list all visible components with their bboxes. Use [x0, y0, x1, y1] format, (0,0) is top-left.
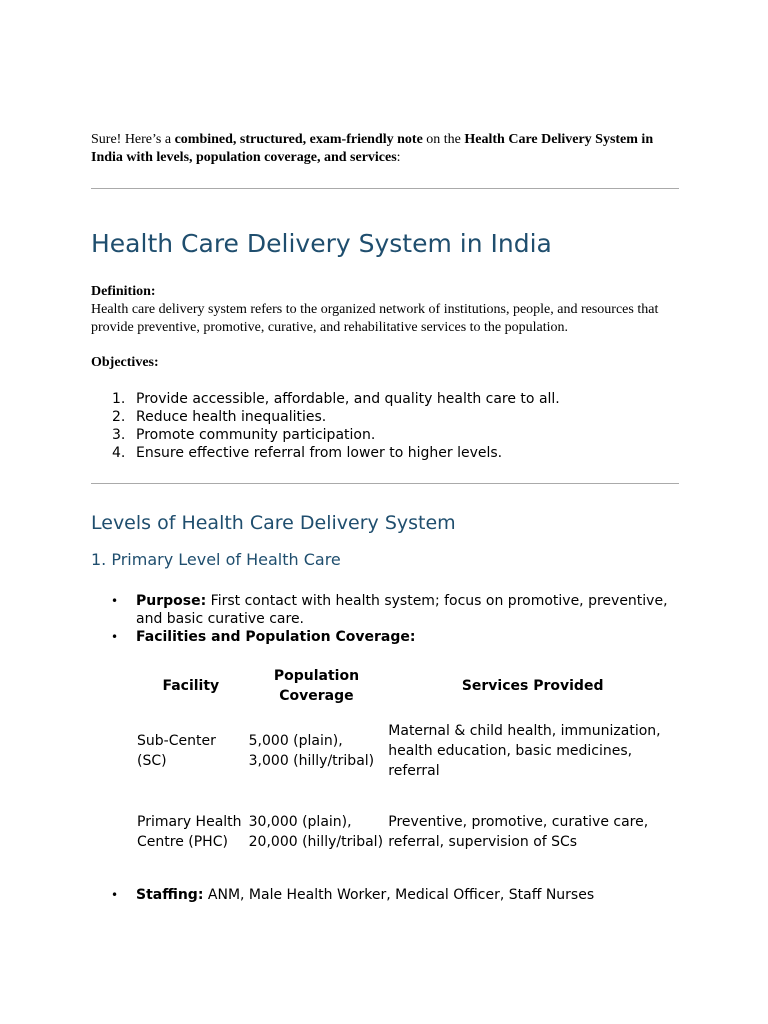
column-header: Services Provided [461, 678, 604, 694]
staffing-bullets [91, 886, 679, 904]
table-cell: 30,000 (plain), 20,000 (hilly/tribal) [248, 814, 384, 850]
list-item: 4. Ensure effective referral from lower to higher levels. [112, 445, 503, 461]
table-cell: Maternal & child health, immunization, health education, basic medicines, referral [388, 723, 661, 779]
objectives-list [91, 390, 679, 462]
staffing-text: ANM, Male Health Worker, Medical Officer, Staff Nurses [203, 887, 595, 903]
list-item: 3. Promote community participation. [112, 427, 376, 443]
primary-level-heading: 1. Primary Level of Health Care [91, 550, 341, 569]
intro-text-mid: on the [422, 132, 465, 147]
table-row [135, 791, 679, 873]
table-header-row [135, 661, 679, 711]
purpose-label: Purpose: [136, 593, 207, 609]
table-cell: Preventive, promotive, curative care, referral, supervision of SCs [388, 814, 649, 850]
column-header: Facility [162, 678, 220, 694]
staffing-label: Staffing: [136, 887, 204, 903]
table-cell: Sub-Center (SC) [137, 733, 216, 769]
primary-bullets [91, 592, 679, 646]
list-item: 2. Reduce health inequalities. [112, 409, 327, 425]
purpose-text: First contact with health system; focus on promotive, preventive, and basic curative care. [136, 593, 668, 627]
intro-bold-topic: Health Care Delivery System in India with levels, population coverage, and services [91, 132, 654, 165]
facilities-item [91, 628, 679, 646]
levels-heading: Levels of Health Care Delivery System [91, 512, 456, 534]
table-cell: Primary Health Centre (PHC) [137, 814, 242, 850]
objectives-label: Objectives: [91, 355, 159, 370]
column-header: Population Coverage [273, 668, 360, 704]
table-cell: 5,000 (plain), 3,000 (hilly/tribal) [248, 733, 375, 769]
definition-text: Health care delivery system refers to the organized network of institutions, people, and resources that provide preventive, promotive, curative, and rehabilitative services to the population. [91, 302, 659, 335]
divider [91, 188, 679, 189]
intro-text-pre: Sure! Here’s a [91, 132, 175, 147]
purpose-item [91, 592, 679, 628]
bullet-icon: • [111, 594, 119, 608]
table-row [135, 711, 679, 791]
facilities-table [135, 661, 679, 873]
staffing-item [91, 886, 679, 904]
page-title: Health Care Delivery System in India [91, 229, 552, 258]
bullet-icon: • [111, 888, 119, 902]
intro-text-end: : [396, 150, 401, 165]
bullet-icon: • [111, 630, 119, 644]
divider [91, 483, 679, 484]
intro-bold-note: combined, structured, exam-friendly note [174, 132, 423, 147]
facilities-label: Facilities and Population Coverage: [136, 629, 416, 645]
definition-label: Definition: [91, 284, 156, 299]
list-item: 1. Provide accessible, affordable, and quality health care to all. [112, 391, 560, 407]
intro-paragraph [91, 131, 679, 167]
